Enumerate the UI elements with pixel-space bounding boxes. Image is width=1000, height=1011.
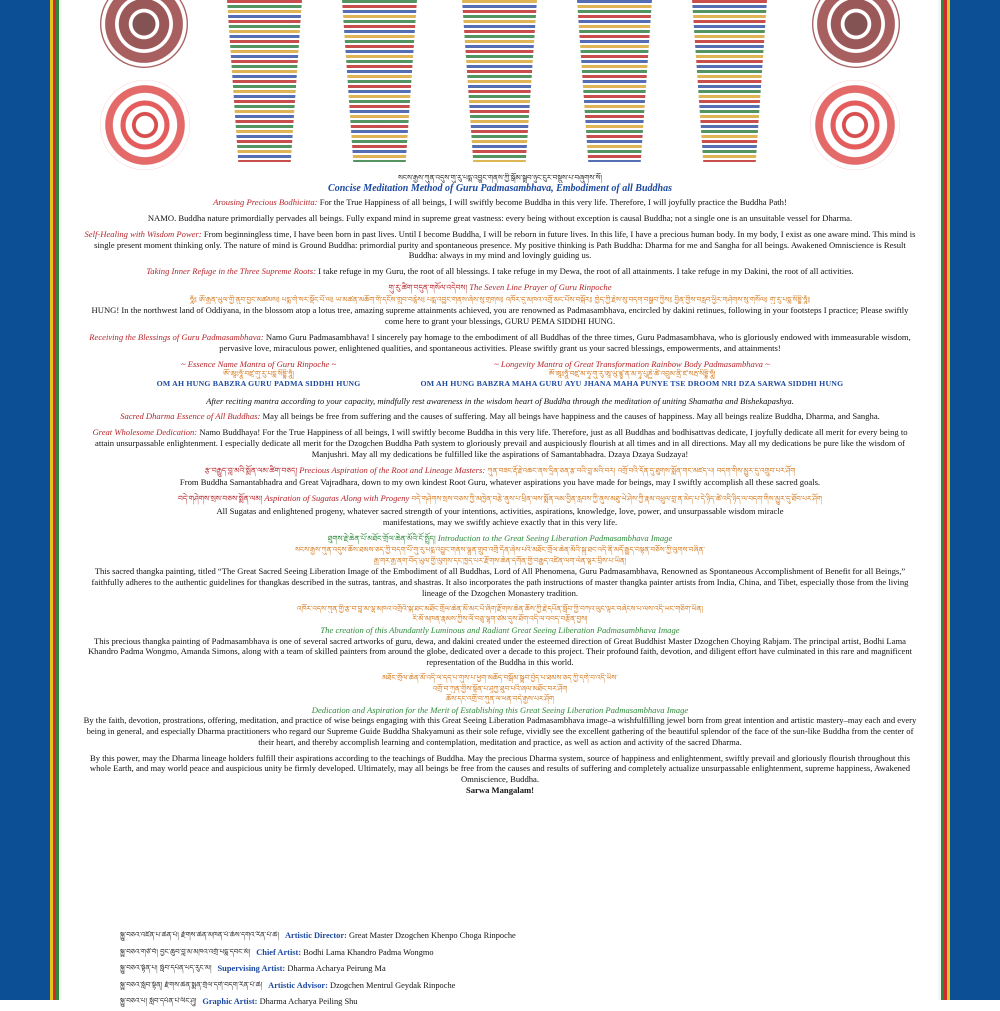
mandala-top-left [100, 0, 188, 68]
mandala-bottom-right [810, 80, 900, 170]
mantra-column-5 [692, 0, 767, 162]
credit-row [120, 961, 516, 978]
dharma-essence-paragraph [82, 411, 918, 422]
credit-role: Artistic Director: [284, 931, 347, 940]
self-healing-label: Self-Healing with Wisdom Power: [84, 228, 202, 239]
creation-text: This precious thangka painting of Padmasambhava is one of several sacred artworks of guru, dewa, and dakini created under the esteemed direction of Great Buddhist Master Dzogchen Choying Rabjam. The principal artist, Bodhi Lama Khandro Padma Wongmo, Amanda Simons, along with a team of skilled painters from around the globe, dedicated over a decade to this project. Their profound faith, devotion, and diligent effort have culminated in this rare and magnificent representation of the Buddha in this world. [87, 635, 913, 668]
refuge-text: I take refuge in my Guru, the root of all blessings. I take refuge in my Dewa, the root of all attainments. I take refuge in my Dakini, the root of all activities. [318, 266, 854, 277]
dedication2-label: Dedication and Aspiration for the Merit of Establishing this Great Seeing Liberation Padmasambhava Image [311, 704, 689, 715]
credit-tibetan: སྐྱུ་བཅའ་པ། སློབ་དཔོན་པེ་ལིང་ཤུ། [120, 997, 197, 1006]
mantra-column-3 [462, 0, 537, 162]
thangka-text-page [62, 0, 938, 1000]
blessings-label: Receiving the Blessings of Guru Padmasambhava: [89, 331, 264, 342]
mandala-top-right [812, 0, 900, 68]
seven-line-tibetan: ཧཱུྃ༔ ཨོ་རྒྱན་ཡུལ་གྱི་ནུབ་བྱང་མཚམས༔ པདྨ་གེ་སར་སྡོང་པོ་ལ༔ ཡ་མཚན་མཆོག་གི་དངོས་གྲུབ་བརྙེས༔ པདྨ་འབྱུང་གནས་ཞེས་སུ་གྲགས༔ འཁོར་དུ་མཁའ་འགྲོ་མང་པོས་བསྐོར༔ ཁྱེད་ཀྱི་རྗེས་སུ་བདག་བསྒྲུབ་ཀྱིས༔ བྱིན་གྱིས་བརླབ་ཕྱིར་གཤེགས་སུ་གསོལ༔ གུ་རུ་པདྨ་སིདྡྷི་ཧཱུྃ༔ [189, 294, 811, 304]
dedication-paragraph [82, 427, 918, 459]
credit-role: Supervising Artist: [217, 964, 286, 973]
longevity-mantra-text: OM AH HUNG BABZRA MAHA GURU AYU JHANA MAHA PUNYE TSE DROOM NRI DZA SARWA SIDDHI HUNG [420, 378, 844, 388]
dedication2-text: By the faith, devotion, prostrations, offering, meditation, and practice of wise beings engaging with this Great Seeing Liberation Padmasambhava image–a wishfulfilling jewel born from great intention and artistic mastery–may each and every being in general, and especially Dharma practitioners who regard our Supreme Guide Buddha Shakyamuni as their sole refuge, vividly see the excellent gathering of the beautiful splendor of the face of the sun-like Buddha from the center of their heart, and thereby accomplish learning and contemplation, meditation and practice, as well as action and activity of the sacred Dharma. [83, 715, 917, 747]
credit-name: Dharma Acharya Peirung Ma [287, 964, 386, 973]
credit-name: Dzogchen Mentrul Geydak Rinpoche [330, 980, 456, 990]
bodhicitta-label: Arousing Precious Bodhicitta: [213, 197, 318, 208]
essence-mantra [157, 359, 361, 390]
sugatas-label: Aspiration of Sugatas Along with Progeny [264, 493, 410, 504]
dedication2-tibetan-3: ཆོས་དང་འགྲོ་བ་ཀུན་ལ་ཕན་བདེ་རྒྱས་པར་ཤོག [446, 694, 554, 703]
sugatas-tibetan-heading: བདེ་གཤེགས་སྲས་བཅས་སྨོན་ལམ། [178, 494, 263, 504]
intro-label: Introduction to the Great Seeing Liberation Padmasambhava Image [437, 532, 673, 543]
left-rainbow-stripes [50, 0, 62, 1000]
after-mantra-instruction: After reciting mantra according to your capacity, mindfully rest awareness in the wisdom heart of Buddha through the meditation of uniting Shamatha and Bishekapashya. [206, 395, 794, 406]
seven-line-text: HUNG! In the northwest land of Oddiyana, in the blossom atop a lotus tree, amazing supreme attainments achieved, you are renowned as Padmasambhava, encircled by dakini retinues, following in your footsteps I practice; Please swiftly come here to grant your blessings, GURU PEMA SIDDHI HUNG. [91, 305, 909, 327]
mantra-column-1 [227, 0, 302, 162]
root-lineage-tibetan-heading: རྩ་བརྒྱུད་བླ་མའི་སྨོན་ལམ་ཚིག་བཅད། [204, 465, 298, 475]
creation-tibetan-2: རི་མོ་མཁན་རྣམས་ཀྱིས་ལོ་བཅུ་ལྷག་ཙམ་དུས་ཐོག་འདི་ལ་འབད་བརྩོན་བྱས། [412, 614, 588, 624]
intro-heading [82, 533, 918, 545]
namo-paragraph: NAMO. Buddha nature primordially pervades all beings. Fully expand mind in supreme great vastness: every being without exception is causal Buddha; not a single one is an unsuitable vessel for Dharma. [147, 213, 853, 224]
credit-role: Chief Artist: [256, 947, 302, 957]
seven-line-label: The Seven Line Prayer of Guru Rinpoche [469, 282, 612, 293]
credit-tibetan: སྐྱུ་བཅའ་སློབ་སྟོན། རྫོགས་ཆེན་སྨན་གྲོལ་དགེ་བདག་རིན་པོ་ཆེ། [120, 980, 263, 989]
credit-role: Graphic Artist: [202, 997, 258, 1006]
sugatas-heading [82, 493, 918, 505]
dedication2-tibetan-1: མཐོང་གྲོལ་ཆེན་མོ་འདི་ལ་དད་པ་གུས་པ་ཕྱག་མཆོད་བསྒོམ་སྒྲུབ་བྱེད་པ་ཐམས་ཅད་ཀྱི་དགེ་བ་འདི་ཡིས་ [382, 673, 618, 682]
right-blue-border [950, 0, 1000, 1000]
title-tibetan: སངས་རྒྱས་ཀུན་འདུས་གུ་རུ་པདྨ་འབྱུང་གནས་ཀྱི་སྒོམ་སྒྲུབ་ཉུང་ངུར་བསྡུས་པ་བཞུགས་སོ། [397, 173, 603, 182]
refuge-paragraph [82, 266, 918, 277]
dharma-essence-label: Sacred Dharma Essence of All Buddhas: [120, 411, 261, 422]
credit-tibetan: སྐྱུ་བཅའ་གཙོ་བོ། བྱང་ཆུབ་བླ་མ་མཁའ་འགྲོ་པདྨ་དབང་མོ། [120, 947, 251, 956]
dedication2-tibetan-2: འགྲོ་བ་ཀུན་གྱིས་སྟོན་པ་ཤཱཀྱ་ཐུབ་པའི་ཞལ་མཐོང་བར་ཤོག [432, 683, 568, 693]
dharma-essence-text: May all beings be free from suffering and the causes of suffering. May all beings have happiness and the causes of happiness. May all beings realize Buddha, Dharma, and Sangha. [262, 411, 880, 422]
credit-name: Bodhi Lama Khandro Padma Wongmo [303, 947, 434, 957]
main-text [62, 172, 938, 796]
refuge-label: Taking Inner Refuge in the Three Supreme Roots: [146, 266, 317, 277]
credit-row [120, 978, 516, 995]
root-lineage-label: Precious Aspiration of the Root and Lineage Masters: [299, 464, 486, 475]
credits-list [120, 928, 516, 1011]
intro-tibetan-heading: ཐུགས་རྗེ་ཆེན་པོ་མཐོང་གྲོལ་ཆེན་མོའི་ངོ་སྤྲོད། [327, 533, 436, 543]
dedication-label: Great Wholesome Dedication: [92, 427, 198, 438]
left-blue-border [0, 0, 50, 1000]
credit-row [120, 945, 516, 962]
creation-label: The creation of this Abundantly Luminous and Radiant Great Seeing Liberation Padmasambhava Image [320, 624, 680, 635]
credit-row [120, 928, 516, 945]
root-lineage-text: From Buddha Samantabhadra and Great Vajradhara, down to my own kindest Root Guru, whatever aspirations you have made for beings, may I swiftly accomplish all these sacred goals. [179, 477, 821, 488]
essence-mantra-label: ~ Essence Name Mantra of Guru Rinpoche ~ [180, 358, 337, 369]
page-title: Concise Meditation Method of Guru Padmasambhava, Embodiment of all Buddhas [328, 182, 672, 194]
mantra-section [62, 359, 938, 390]
sugatas-text: All Sugatas and enlightened progeny, whatever sacred strength of your intentions, activities, aspirations, knowledge, love, power, and unsurpassable wisdom miracle manifestations, may we swiftly achieve exactly that in this very life. [216, 506, 784, 527]
intro-text: This sacred thangka painting, titled “The Great Sacred Seeing Liberation Image of the Embodiment of all Buddhas, Lord of All Phenomena, Guru Padmasambhava, Renowned as Spontaneous Accomplishment of Benefit for all Beings,” faithfully adheres to the authentic guidelines for thangkas described in the sutras, tantras, and shastras. It also incorporates the path instructions of master thangka painter artists from India, China, and Tibet, especially those from the living lineage of the Dzogchen Monastery tradition. [91, 566, 909, 599]
essence-mantra-text: OM AH HUNG BABZRA GURU PADMA SIDDHI HUNG [156, 378, 361, 388]
seven-line-heading [82, 282, 918, 294]
root-lineage-tibetan: ཀུན་བཟང་རྡོ་རྗེ་འཆང་ནས་དྲིན་ཅན་རྩ་བའི་བླ་མའི་བར། འགྲོ་བའི་དོན་དུ་ཐུགས་སྨོན་གང་མཛད་པ། བདག་གིས་མྱུར་དུ་འགྲུབ་པར་ཤོག [487, 465, 796, 475]
power-text: By this power, may the Dharma lineage holders fulfill their aspirations according to the teachings of Buddha. May the precious Dharma system, source of happiness and enlightenment, swiftly prevail and gloriously flourish throughout this whole Earth, and may world peace and auspicious unity be firmly developed. Ultimately, may all beings be free from the causes and results of suffering and completely actualize unsurpassable enlightenment, supreme happiness, Awakened Omniscience, Buddha. [89, 752, 911, 785]
credit-name: Dharma Acharya Peiling Shu [259, 997, 358, 1006]
credit-tibetan: སྐྱུ་བཅའ་སྟོན་པ། སློབ་དཔོན་པད་རུང་མ། [120, 964, 212, 973]
credit-tibetan: སྐྱུ་བཅའ་འཛིན་པ་ཆེན་པོ། རྫོགས་ཆེན་མཁན་པོ་ཆོས་དགའ་རིན་པོ་ཆེ། [120, 931, 279, 940]
longevity-mantra-tibetan: ཨོཾ་ཨཱཿཧཱུྃ་བཛྲ་མ་ཧཱ་གུ་རུ་ཨཱ་ཡུ་ཛྙཱ་ན་མ་ཧཱ་པུཎྱེ་ཚེ་འབྲུམ་ནྲི་ཛ་སརྦ་སིདྡྷི་ཧཱུྃ། [548, 369, 716, 379]
mantra-artwork-header [62, 0, 938, 178]
essence-mantra-tibetan: ཨོཾ་ཨཱཿཧཱུྃ་བཛྲ་གུ་རུ་པདྨ་སིདྡྷི་ཧཱུྃ། [223, 369, 294, 379]
longevity-mantra [421, 359, 844, 390]
creation-tibetan-1: འཁོར་འདས་ཀུན་གྱི་རྩ་བ་བླ་མ་ལྷ་མཁའ་འགྲོའི་སྐུ་ཐང་མཐོང་གྲོལ་ཆེན་མོ་མང་པོ་ཞིག་རྫོགས་ཆེན་ཆོས་ཀྱི་རྗེ་དཔོན་སློབ་ཀྱི་བཀའ་ལུང་ལྟར་བཞེངས་པ་ལས་འདི་ཡང་གཅིག་ཡིན། [296, 603, 704, 613]
mandala-bottom-left [100, 80, 190, 170]
credit-row [120, 994, 516, 1011]
self-healing-paragraph [82, 229, 918, 261]
self-healing-text: From beginningless time, I have been born in past lives. Until I become Buddha, I will be reborn in future lives. In this life, I have a precious human body. In my body, I exist as one aware mind. This mind is single present moment thinking only. The nature of mind is Ground Buddha: primordial purity and spontaneous presence. My positive thinking is Path Buddha: Dharma for me and Sangha for all beings. Awakened Omniscience is Result Buddha: always in my mind and lovingly guiding us. [94, 228, 916, 261]
credit-name: Great Master Dzogchen Khenpo Choga Rinpoche [348, 931, 516, 940]
sarwa-mangalam: Sarwa Mangalam! [465, 785, 535, 796]
blessings-text: Namo Guru Padmasambhava! I sincerely pay homage to the embodiment of all Buddhas of the three times, Guru Padmasambhava, who is gloriously endowed with immeasurable wisdom, pervasive love, miraculous power, enlightened qualities, and spontaneous activities. Please swiftly grant us your sacred blessings, empowerments, and attainments! [219, 331, 911, 353]
mantra-column-4 [577, 0, 652, 162]
bodhicitta-text: For the True Happiness of all beings, I will swiftly become Buddha in this very life. Therefore, I will joyfully practice the Buddha Path! [319, 197, 787, 208]
intro-tibetan-2: རྒྱ་གར་རྒྱ་ནག་བོད་ཡུལ་གྱི་ལུགས་དང་ཁྱད་པར་རྫོགས་ཆེན་དགོན་གྱི་བརྒྱུད་འཛིན་ལག་ལེན་ལྟར་བྲིས་པ་ཡིན། [373, 555, 627, 565]
sugatas-tibetan: བདེ་གཤེགས་སྲས་བཅས་ཀྱི་མཁྱེན་བརྩེ་ནུས་པ་ཕྲིན་ལས་སྨོན་ལམ་བྱིན་རླབས་ཀྱི་ནུས་མཐུ་ཡེ་ཤེས་ཀྱི་རྣམ་འཕྲུལ་བླ་ན་མེད་པ་དེ་ཉིད་ཚེ་འདི་ཉིད་ལ་བདག་གིས་མྱུར་དུ་ཐོབ་པར་ཤོག [411, 494, 822, 504]
root-lineage-heading [82, 465, 918, 477]
intro-tibetan-1: སངས་རྒྱས་ཀུན་འདུས་ཆོས་ཐམས་ཅད་ཀྱི་བདག་པོ་གུ་རུ་པདྨ་འབྱུང་གནས་ལྷུན་གྲུབ་འགྲོ་དོན་ཞེས་པའི་མཐོང་གྲོལ་ཆེན་མོའི་སྐུ་ཐང་འདི་ནི་མདོ་རྒྱུད་བསྟན་བཅོས་ཀྱི་ལུགས་བཞིན་ [295, 545, 705, 555]
blessings-paragraph [82, 332, 918, 354]
credit-role: Artistic Advisor: [268, 980, 328, 990]
dedication-text: Namo Buddhaya! For the True Happiness of all beings, I will swiftly become Buddha in this very life. Therefore, just as all Buddhas and bodhisattvas dedicate, I joyfully dedicate all merit for every being to attain unsurpassable enlightenment. I especially dedicate all merit for the Dzogchen Buddha Path system to gloriously prevail and auspiciously flourish at all times and in all directions. May all my dedications be pure like the wisdom of Manjushri. May all my dedications be fulfilled like the aspirations of Samantabhadra. Dzaya Dzaya Sudzaya! [95, 427, 908, 459]
mantra-column-2 [342, 0, 417, 162]
seven-line-tibetan-heading: གུ་རུ་ཚིག་བདུན་གསོལ་འདེབས། [388, 283, 468, 293]
bodhicitta-paragraph [82, 197, 918, 208]
right-rainbow-stripes [938, 0, 950, 1000]
longevity-mantra-label: ~ Longevity Mantra of Great Transformation Rainbow Body Padmasambhava ~ [494, 358, 770, 369]
